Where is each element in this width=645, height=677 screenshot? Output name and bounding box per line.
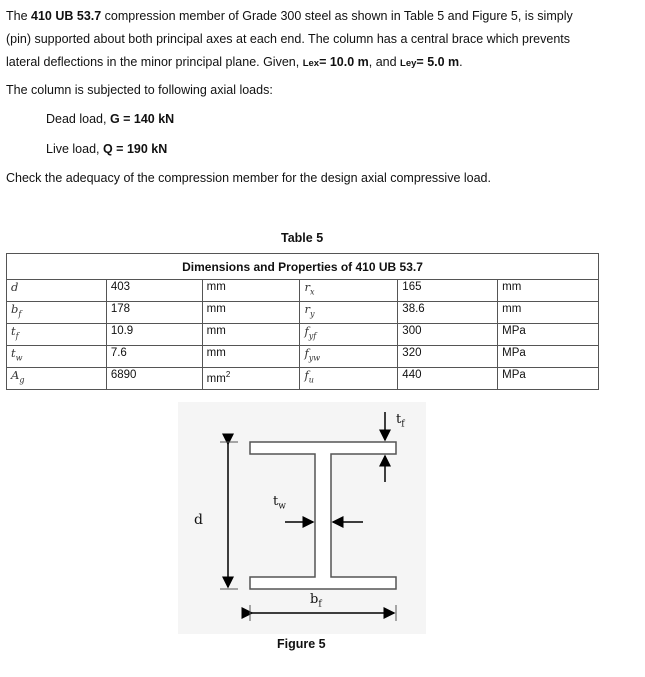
table-row (7, 324, 599, 346)
symbol-cell: $r_y$ (300, 302, 398, 324)
unit-cell: mm (498, 302, 599, 324)
symbol-cell: $f_{yf}$ (300, 324, 398, 346)
symbol-cell: $t_f$ (7, 324, 107, 346)
check-text: Check the adequacy of the compression member for the design axial compressive load. (6, 171, 491, 185)
symbol-cell: $b_f$ (7, 302, 107, 324)
unit-cell: MPa (498, 368, 599, 390)
table-title: Table 5 (281, 231, 324, 245)
table-row (7, 302, 599, 324)
value-cell: 178 (106, 302, 202, 324)
intro-line-3: lateral deflections in the minor principal plane. Given, Lex= 10.0 m, and Ley= 5.0 m. (6, 55, 463, 69)
unit-cell: mm (202, 346, 300, 368)
value-cell: 300 (398, 324, 498, 346)
unit-cell: mm (202, 324, 300, 346)
intro-line-1: The 410 UB 53.7 compression member of Grade 300 steel as shown in Table 5 and Figure 5, is simply (6, 9, 573, 23)
i-beam-diagram (178, 402, 426, 634)
unit-cell: MPa (498, 346, 599, 368)
table-header: Dimensions and Properties of 410 UB 53.7 (7, 254, 599, 280)
figure-caption: Figure 5 (277, 637, 326, 651)
lex-value: = 10.0 m (319, 55, 369, 69)
table-row (7, 280, 599, 302)
section-name: 410 UB 53.7 (31, 9, 102, 23)
figure-i-beam (178, 402, 426, 634)
value-cell: 6890 (106, 368, 202, 390)
symbol-cell: $A_g$ (7, 368, 107, 390)
table-row (7, 368, 599, 390)
unit-cell: mm (202, 302, 300, 324)
dead-load: Dead load, G = 140 kN (46, 112, 175, 126)
unit-cell: mm (202, 280, 300, 302)
value-cell: 38.6 (398, 302, 498, 324)
value-cell: 10.9 (106, 324, 202, 346)
label-tf: $t_f$ (396, 412, 405, 430)
value-cell: 403 (106, 280, 202, 302)
unit-cell: mm (498, 280, 599, 302)
value-cell: 7.6 (106, 346, 202, 368)
intro-line-2: (pin) supported about both principal axes at each end. The column has a central brace which prevents (6, 32, 570, 46)
value-cell: 440 (398, 368, 498, 390)
label-tw: $t_w$ (273, 494, 286, 512)
symbol-cell: d (7, 280, 107, 302)
ley-value: = 5.0 m (416, 55, 460, 69)
symbol-cell: $f_u$ (300, 368, 398, 390)
value-cell: 165 (398, 280, 498, 302)
symbol-cell: $r_x$ (300, 280, 398, 302)
symbol-cell: $f_{yw}$ (300, 346, 398, 368)
lex-label: Lex (302, 58, 320, 69)
label-bf: $b_f$ (310, 592, 322, 610)
table-row (7, 346, 599, 368)
loads-intro: The column is subjected to following axial loads: (6, 83, 273, 97)
label-d: d (194, 512, 203, 528)
unit-cell: $mm^2$ (202, 368, 300, 390)
live-load: Live load, Q = 190 kN (46, 142, 168, 156)
value-cell: 320 (398, 346, 498, 368)
ley-label: Ley (400, 58, 417, 69)
beam-outline (250, 442, 396, 589)
unit-cell: MPa (498, 324, 599, 346)
symbol-cell: $t_w$ (7, 346, 107, 368)
properties-table (6, 253, 599, 390)
